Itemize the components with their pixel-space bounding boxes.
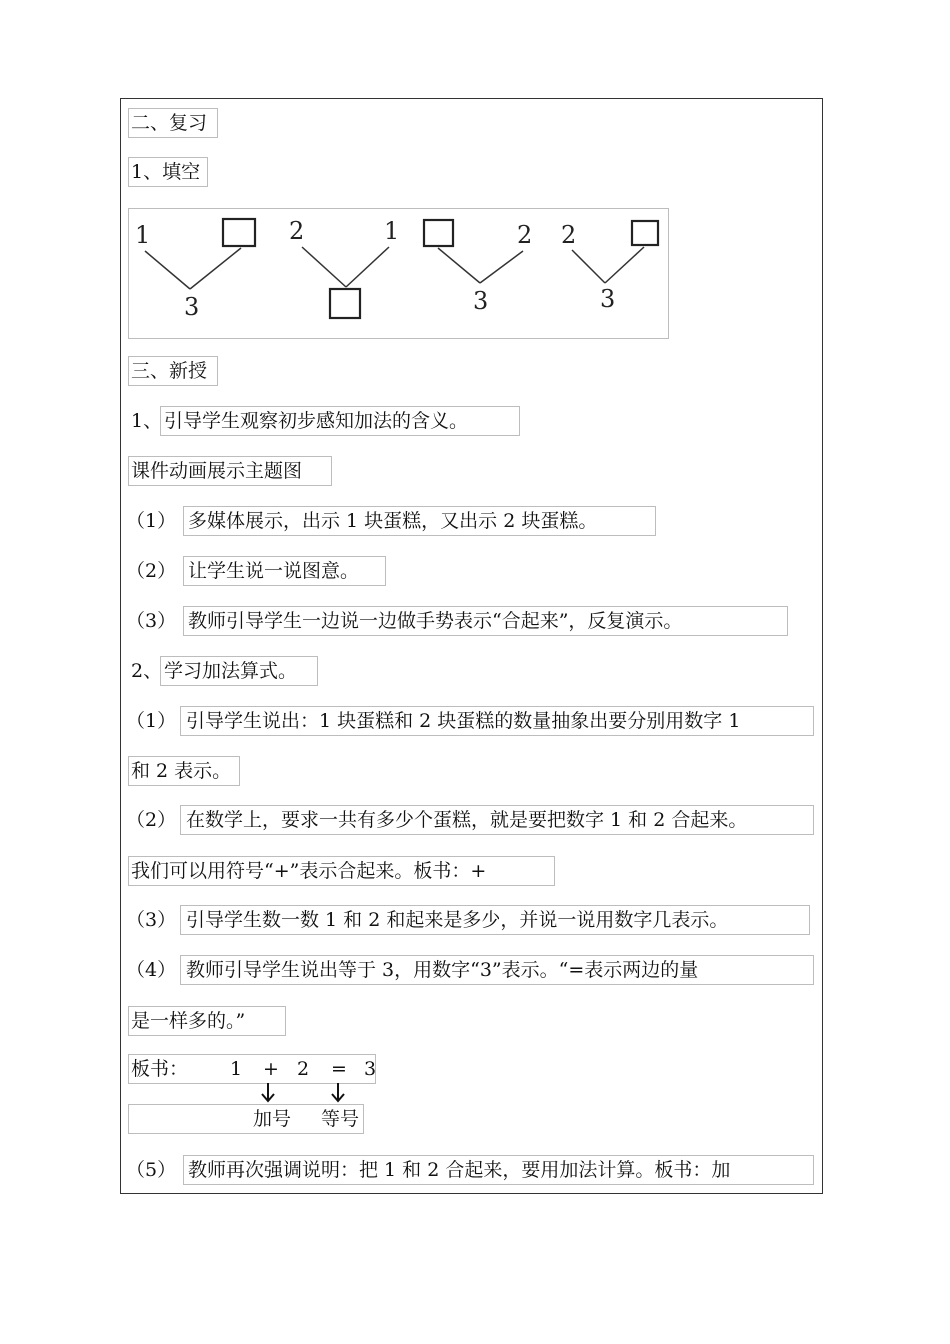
bond-4-right-blank-box xyxy=(632,221,658,245)
equation-term-1: 1 xyxy=(230,1058,243,1080)
equation-term-2: 2 xyxy=(297,1058,310,1080)
bond-4-bottom: 3 xyxy=(600,285,616,313)
bond-4-left: 2 xyxy=(561,221,577,249)
p2-4-text-line2: 是一样多的。” xyxy=(131,1010,246,1032)
equals-sign-name: 等号 xyxy=(321,1108,360,1130)
p2-5-number: （5） xyxy=(126,1159,177,1181)
equals-arrow-icon xyxy=(330,1082,346,1104)
p2-5-text: 教师再次强调说明：把 1 和 2 合起来，要用加法计算。板书：加 xyxy=(188,1159,731,1181)
number-bond-3 xyxy=(424,220,532,315)
p2-2-number: （2） xyxy=(126,809,177,831)
bond-3-bottom: 3 xyxy=(473,287,489,315)
p2-3-text: 引导学生数一数 1 和 2 和起来是多少，并说一说用数字几表示。 xyxy=(186,909,729,931)
part2-number: 2、 xyxy=(131,660,163,682)
p2-4-number: （4） xyxy=(126,959,177,981)
number-bond-diagrams xyxy=(129,209,668,338)
p2-1-text-line2: 和 2 表示。 xyxy=(131,760,232,782)
bond-3-right: 2 xyxy=(517,221,533,249)
p1-1-text: 多媒体展示，出示 1 块蛋糕，又出示 2 块蛋糕。 xyxy=(188,510,598,532)
equation-term-3: 3 xyxy=(364,1058,377,1080)
review-heading: 二、复习 xyxy=(131,112,208,134)
p1-2-number: （2） xyxy=(126,560,177,582)
bond-3-left-blank-box xyxy=(424,220,453,246)
new-lesson-heading: 三、新授 xyxy=(131,360,208,382)
part1-number: 1、 xyxy=(131,410,163,432)
number-bond-2 xyxy=(289,217,399,318)
equation-plus: + xyxy=(263,1058,279,1080)
equation-equals: = xyxy=(331,1058,347,1080)
part1-title: 引导学生观察初步感知加法的含义。 xyxy=(164,410,469,432)
bond-2-right: 1 xyxy=(384,217,400,245)
number-bond-1 xyxy=(135,219,255,321)
p2-3-number: （3） xyxy=(126,909,177,931)
fill-title: 1、填空 xyxy=(131,161,201,183)
plus-sign-name: 加号 xyxy=(253,1108,292,1130)
courseware-text: 课件动画展示主题图 xyxy=(131,460,303,482)
number-bond-4 xyxy=(561,221,658,313)
bond-2-bottom-blank-box xyxy=(330,289,360,318)
plus-arrow-icon xyxy=(260,1082,276,1104)
number-bond-figure xyxy=(128,208,669,339)
part2-title: 学习加法算式。 xyxy=(164,660,298,682)
bond-1-bottom: 3 xyxy=(184,293,200,321)
p1-3-text: 教师引导学生一边说一边做手势表示“合起来”，反复演示。 xyxy=(188,610,683,632)
p2-1-number: （1） xyxy=(126,710,177,732)
p2-2-text-line1: 在数学上，要求一共有多少个蛋糕，就是要把数字 1 和 2 合起来。 xyxy=(186,809,748,831)
bond-1-right-blank-box xyxy=(223,219,255,246)
board-label: 板书： xyxy=(131,1058,189,1080)
p1-2-text: 让学生说一说图意。 xyxy=(188,560,360,582)
bond-2-left: 2 xyxy=(289,217,305,245)
bond-1-left: 1 xyxy=(135,221,151,249)
p1-1-number: （1） xyxy=(126,510,177,532)
p2-1-text-line1: 引导学生说出：1 块蛋糕和 2 块蛋糕的数量抽象出要分别用数字 1 xyxy=(186,710,741,732)
p1-3-number: （3） xyxy=(126,610,177,632)
p2-2-text-line2: 我们可以用符号“+”表示合起来。板书：+ xyxy=(131,860,487,882)
p2-4-text-line1: 教师引导学生说出等于 3，用数字“3”表示。“=表示两边的量 xyxy=(186,959,699,981)
